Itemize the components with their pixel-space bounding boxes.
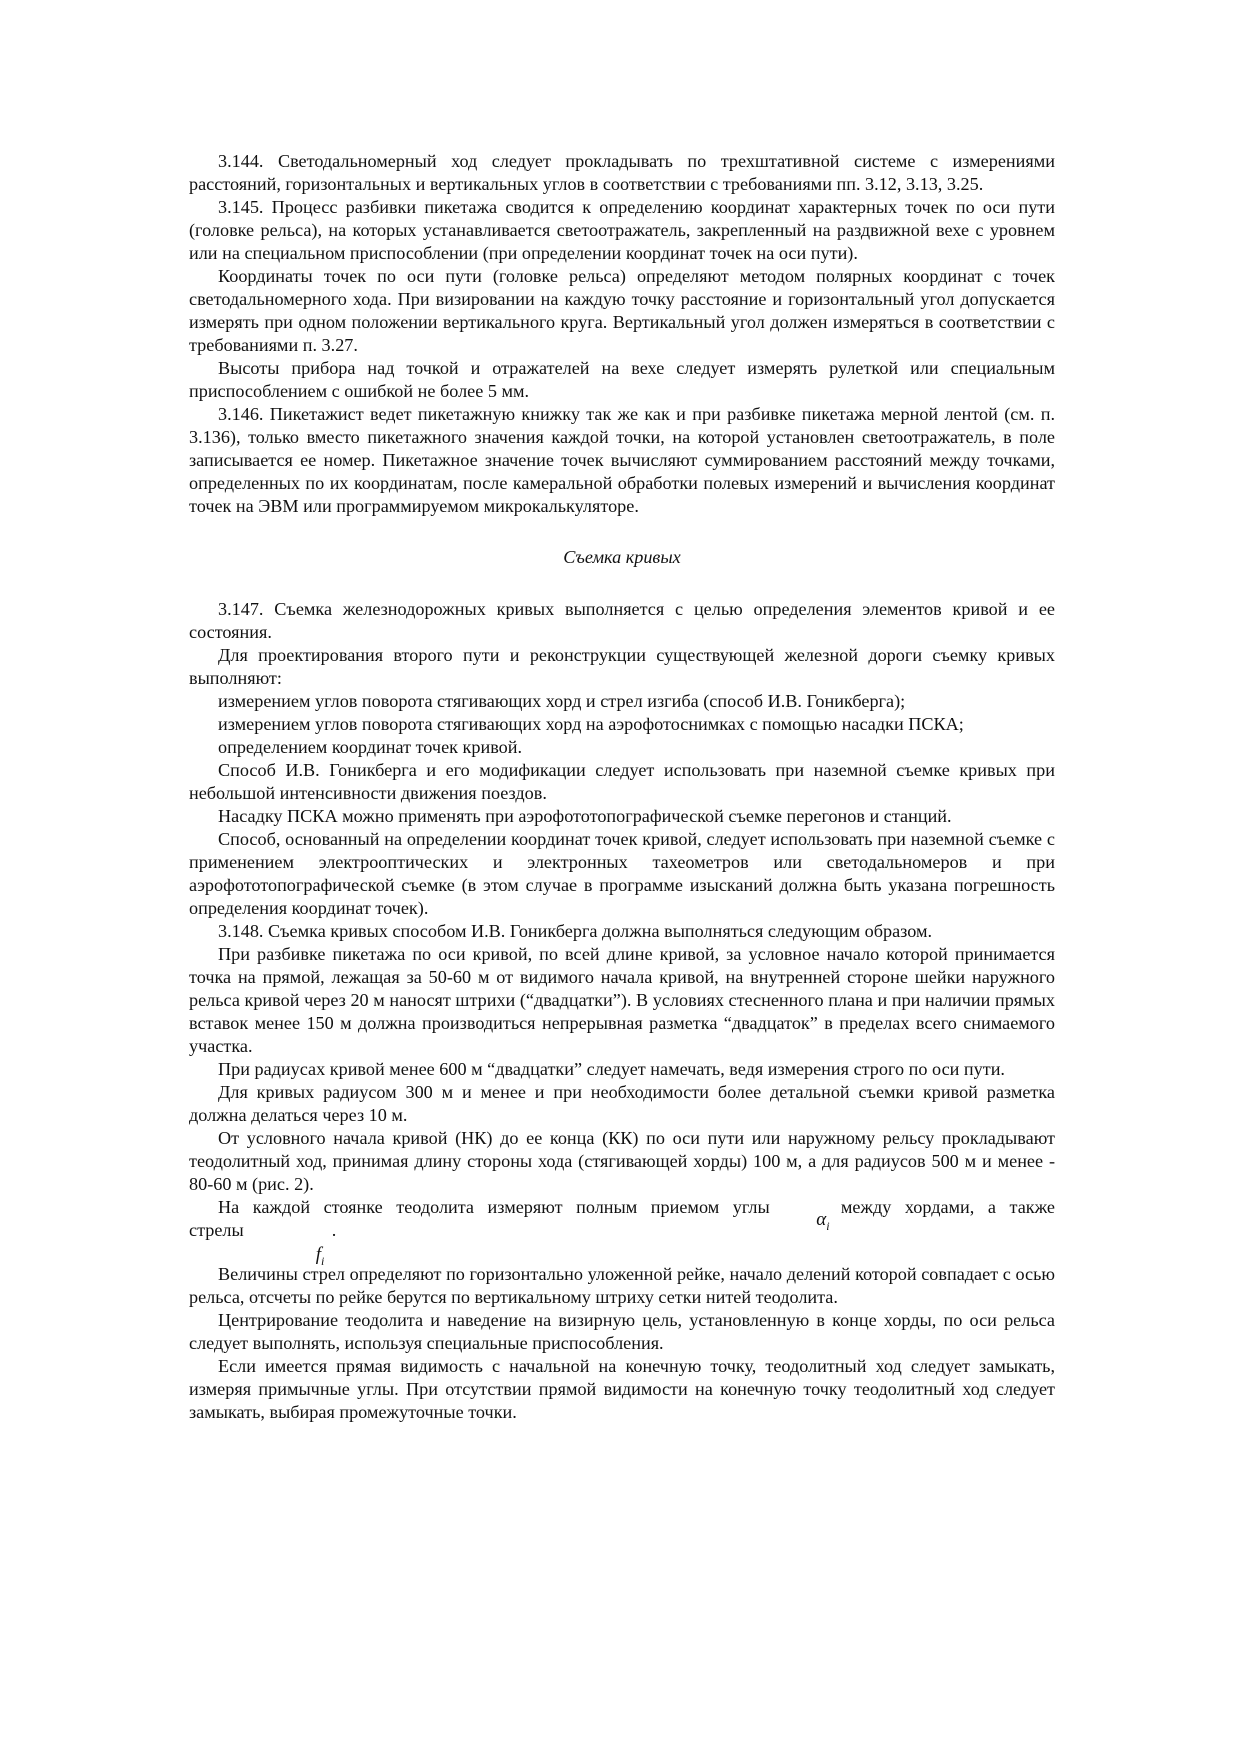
f-i-formula xyxy=(316,1243,325,1273)
paragraph-3-146: 3.146. Пикетажист ведет пикетажную книжку так же как и при разбивке пикетажа мерной лентой (см. п. 3.136), только вместо пикетажного значения каждой точки, на которой установлен светоотражатель, в поле записывается ее номер. Пикетажное значение точек вычисляют суммированием расстояний между точками, определенных по их координатам, после камеральной обработки полевых измерений и вычисления координат точек на ЭВМ или программируемом микрокалькуляторе. xyxy=(189,404,1055,516)
paragraph-gonikberg: Способ И.В. Гоникберга и его модификации следует использовать при наземной съемке кривых при небольшой интенсивности движения поездов. xyxy=(189,760,1055,803)
paragraph-design: Для проектирования второго пути и реконструкции существующей железной дороги съемку кривых выполняют: xyxy=(189,645,1055,688)
paragraph-radius-300: Для кривых радиусом 300 м и менее и при необходимости более детальной съемки кривой разметка должна делаться через 10 м. xyxy=(189,1082,1055,1125)
paragraph-centering: Центрирование теодолита и наведение на визирную цель, установленную в конце хорды, по оси рельса следует выполнять, используя специальные приспособления. xyxy=(189,1310,1055,1353)
paragraph-coordinate-method: Способ, основанный на определении координат точек кривой, следует использовать при наземной съемке с применением электрооптических и электронных тахеометров или светодальномеров и при аэрофототопографической съемке (в этом случае в программе изысканий должна быть указана погрешность определения координат точек). xyxy=(189,829,1055,918)
paragraph-3-145: 3.145. Процесс разбивки пикетажа сводится к определению координат характерных точек по оси пути (головке рельса), на которых устанавливается светоотражатель, закрепленный на раздвижной вехе с уровнем или на специальном приспособлении (при определении координат точек на оси пути). xyxy=(189,197,1055,263)
paragraph-coordinates: Координаты точек по оси пути (головке рельса) определяют методом полярных координат с точек светодальномерного хода. При визировании на каждую точку расстояние и горизонтальный угол допускается измерять при одном положении вертикального круга. Вертикальный угол должен измеряться в соответствии с требованиями п. 3.27. xyxy=(189,266,1055,355)
f-index: i xyxy=(321,1253,325,1268)
paragraph-3-148: 3.148. Съемка кривых способом И.В. Гоникберга должна выполняться следующим образом. xyxy=(218,921,933,941)
alpha-index: i xyxy=(826,1218,830,1233)
section-heading: Съемка кривых xyxy=(563,547,681,567)
paragraph-3-147: 3.147. Съемка железнодорожных кривых выполняется с целью определения элементов кривой и ее состояния. xyxy=(189,599,1055,642)
alpha-i-formula xyxy=(787,1208,829,1238)
paragraph-pska: Насадку ПСКА можно применять при аэрофототопографической съемке перегонов и станций. xyxy=(218,806,952,826)
list-item-method-3: определением координат точек кривой. xyxy=(218,737,523,757)
paragraph-arrow-values: Величины стрел определяют по горизонтально уложенной рейке, начало делений которой совпадает с осью рельса, отсчеты по рейке берутся по вертикальному штриху сетки нитей теодолита. xyxy=(189,1264,1055,1307)
document-body xyxy=(189,150,1055,1424)
alpha-slot xyxy=(783,1196,830,1233)
paragraph-closing: Если имеется прямая видимость с начальной на конечную точку, теодолитный ход следует замыкать, измеряя примычные углы. При отсутствии прямой видимости на конечную точку теодолитный ход следует замыкать, выбирая промежуточные точки. xyxy=(189,1356,1055,1422)
paragraph-radius-600: При радиусах кривой менее 600 м “двадцатки” следует намечать, ведя измерения строго по оси пути. xyxy=(218,1059,1005,1079)
paragraph-staking: При разбивке пикетажа по оси кривой, по всей длине кривой, за условное начало которой принимается точка на прямой, лежащая за 50-60 м от видимого начала кривой, на внутренней стороне шейки наружного рельса кривой через 20 м наносят штрихи (“двадцатки”). В условиях стесненного плана и при наличии прямых вставок менее 150 м должна производиться непрерывная разметка “двадцаток” в пределах всего снимаемого участка. xyxy=(189,944,1055,1056)
angles-text-before: На каждой стоянке теодолита измеряют полным приемом углы xyxy=(218,1197,770,1217)
f-symbol: f xyxy=(315,1244,321,1265)
f-slot xyxy=(244,1219,332,1268)
list-item-method-2: измерением углов поворота стягивающих хорд на аэрофотоснимках с помощью насадки ПСКА; xyxy=(218,714,964,734)
paragraph-arrows-line xyxy=(189,1219,1055,1268)
alpha-symbol: α xyxy=(816,1209,827,1230)
paragraph-heights: Высоты прибора над точкой и отражателей на вехе следует измерять рулеткой или специальным приспособлением с ошибкой не более 5 мм. xyxy=(189,358,1055,401)
paragraph-traverse: От условного начала кривой (НК) до ее конца (КК) по оси пути или наружному рельсу прокладывают теодолитный ход, принимая длину стороны хода (стягивающей хорды) 100 м, а для радиусов 500 м и менее - 80-60 м (рис. 2). xyxy=(189,1128,1055,1194)
arrows-text: стрелы xyxy=(189,1220,244,1240)
arrows-end-punct: . xyxy=(331,1220,337,1240)
paragraph-3-144: 3.144. Светодальномерный ход следует прокладывать по трехштативной системе с измерениями расстояний, горизонтальных и вертикальных углов в соответствии с требованиями пп. 3.12, 3.13, 3.25. xyxy=(189,151,1055,194)
list-item-method-1: измерением углов поворота стягивающих хорд и стрел изгиба (способ И.В. Гоникберга); xyxy=(218,691,906,711)
angles-text-after: между хордами, а также xyxy=(840,1197,1056,1217)
